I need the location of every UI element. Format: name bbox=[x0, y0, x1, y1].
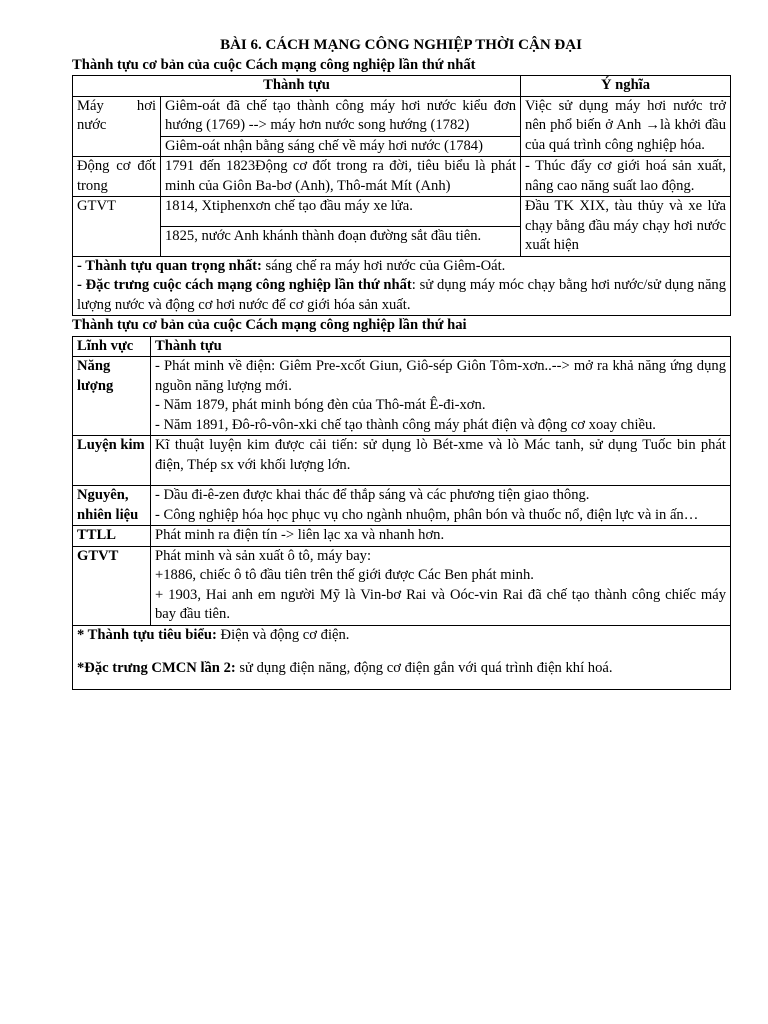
row-label-transport: GTVT bbox=[73, 546, 151, 625]
transport-line: + 1903, Hai anh em người Mỹ là Vin-bơ Rai và Oóc-vin Rai đã chế tạo thành công chiếc máy bay đầu tiên. bbox=[155, 586, 726, 622]
col-header-achievement: Thành tựu bbox=[73, 76, 521, 97]
table-row bbox=[73, 546, 731, 625]
summary-cell bbox=[73, 256, 731, 316]
summary-text-2: sử dụng điện năng, động cơ điện gắn với quá trình điện khí hoá. bbox=[235, 660, 613, 676]
table-row bbox=[73, 436, 731, 486]
cell-steam-achievement-2: Giêm-oát nhận bằng sáng chế về máy hơi nước (1784) bbox=[161, 136, 521, 157]
row-label-fuel: Nguyên, nhiên liệu bbox=[73, 486, 151, 526]
summary-text-1: Điện và động cơ điện. bbox=[216, 626, 350, 643]
summary-gap bbox=[77, 645, 726, 659]
table-row bbox=[73, 486, 731, 526]
cell-transport-achievement-2: 1825, nước Anh khánh thành đoạn đường sắt đầu tiên. bbox=[161, 226, 521, 256]
section2-heading: Thành tựu cơ bản của cuộc Cách mạng công nghiệp lần thứ hai bbox=[72, 317, 467, 333]
cell-transport-meaning: Đầu TK XIX, tàu thủy và xe lửa chạy bằng đầu máy chạy hơi nước xuất hiện bbox=[521, 197, 731, 257]
table-first-revolution bbox=[72, 75, 731, 316]
table-row bbox=[73, 357, 731, 436]
row-label-steam: Máy hơi nước bbox=[73, 96, 161, 157]
cell-steam-meaning: Việc sử dụng máy hơi nước trở nên phổ biến ở Anh →là khởi đầu của quá trình công nghiệp hóa. bbox=[521, 96, 731, 157]
table-row bbox=[73, 197, 731, 227]
summary-line-2 bbox=[77, 659, 726, 679]
summary-line-2 bbox=[77, 276, 726, 315]
cell-fuel bbox=[151, 486, 731, 526]
summary-label-2: *Đặc trưng CMCN lần 2: bbox=[77, 660, 236, 676]
transport-line: Phát minh và sản xuất ô tô, máy bay: bbox=[155, 547, 372, 564]
table-header-row bbox=[73, 336, 731, 357]
transport-line: +1886, chiếc ô tô đầu tiên trên thế giới được Các Ben phát minh. bbox=[155, 567, 534, 583]
summary-label-2: - Đặc trưng cuộc cách mạng công nghiệp lần thứ nhất bbox=[77, 277, 412, 293]
fuel-line: - Công nghiệp hóa học phục vụ cho ngành nhuộm, phân bón và thuốc nổ, điện lực và in ấn… bbox=[155, 506, 699, 523]
summary-line-1 bbox=[77, 626, 726, 646]
summary-label-1: - Thành tựu quan trọng nhất: bbox=[77, 257, 262, 274]
col-header-field: Lĩnh vực bbox=[73, 336, 151, 357]
table-header-row bbox=[73, 76, 731, 97]
table-row bbox=[73, 526, 731, 547]
row-label-energy: Năng lượng bbox=[73, 357, 151, 436]
col-header-achievement: Thành tựu bbox=[151, 336, 731, 357]
energy-line: - Năm 1879, phát minh bóng đèn của Thô-mát Ê-đi-xơn. bbox=[155, 397, 486, 413]
row-label-engine: Động cơ đốt trong bbox=[73, 157, 161, 197]
table-row bbox=[73, 96, 731, 136]
section1-heading: Thành tựu cơ bản của cuộc Cách mạng công nghiệp lần thứ nhất bbox=[72, 56, 476, 73]
page-title: BÀI 6. CÁCH MẠNG CÔNG NGHIỆP THỜI CẬN ĐẠI bbox=[220, 37, 582, 53]
cell-telecom: Phát minh ra điện tín -> liên lạc xa và nhanh hơn. bbox=[151, 526, 731, 547]
cell-steam-achievement-1: Giêm-oát đã chế tạo thành công máy hơi nước kiểu đơn hướng (1769) --> máy hơn nước song hướng (1782) bbox=[161, 96, 521, 136]
summary-label-1: * Thành tựu tiêu biểu: bbox=[77, 626, 217, 643]
energy-line: - Năm 1891, Đô-rô-vôn-xki chế tạo thành công máy phát điện và động cơ xoay chiều. bbox=[155, 416, 656, 433]
cell-engine-achievement: 1791 đến 1823Động cơ đốt trong ra đời, tiêu biểu là phát minh của Giôn Ba-bơ (Anh), Thô-mát Mít (Anh) bbox=[161, 157, 521, 197]
summary-text-2: : sử dụng máy móc chạy bằng hơi nước/sử dụng năng lượng nước và động cơ hơi nước để cơ giới hóa sản xuất. bbox=[77, 277, 727, 313]
summary-text-1: sáng chế ra máy hơi nước của Giêm-Oát. bbox=[261, 257, 506, 274]
table-summary-row bbox=[73, 625, 731, 689]
row-label-metallurgy: Luyện kim bbox=[73, 436, 151, 486]
table-summary-row bbox=[73, 256, 731, 316]
cell-transport bbox=[151, 546, 731, 625]
summary-cell bbox=[73, 625, 731, 689]
cell-metallurgy: Kĩ thuật luyện kim được cải tiến: sử dụng lò Bét-xme và lò Mác tanh, sử dụng Tuốc bin phát điện, Thép sx với khối lượng lớn. bbox=[151, 436, 731, 486]
row-label-transport: GTVT bbox=[73, 197, 161, 257]
row-label-telecom: TTLL bbox=[73, 526, 151, 547]
fuel-line: - Dầu đi-ê-zen được khai thác để thắp sáng và các phương tiện giao thông. bbox=[155, 487, 590, 503]
document-page bbox=[72, 36, 730, 690]
table-row bbox=[73, 157, 731, 197]
cell-transport-achievement-1: 1814, Xtiphenxơn chế tạo đầu máy xe lửa. bbox=[161, 197, 521, 227]
energy-line: - Phát minh về điện: Giêm Pre-xcốt Giun, Giô-sép Giôn Tôm-xơn..--> mở ra khả năng ứng dụng nguồn năng lượng mới. bbox=[155, 358, 726, 394]
cell-energy bbox=[151, 357, 731, 436]
summary-line-1 bbox=[77, 257, 726, 277]
cell-engine-meaning: - Thúc đẩy cơ giới hoá sản xuất, nâng cao năng suất lao động. bbox=[521, 157, 731, 197]
table-second-revolution bbox=[72, 336, 731, 690]
col-header-meaning: Ý nghĩa bbox=[521, 76, 731, 97]
